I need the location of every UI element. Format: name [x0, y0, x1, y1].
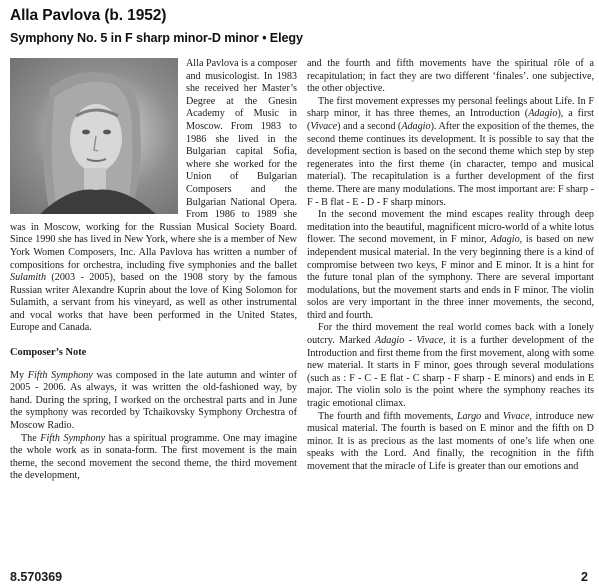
- third-movement-paragraph: For the third movement the real world comes back with a lonely outcry. Marked Adagio - Vivace, it is a further development of the Introduction and first theme from the first movement, along with some new material. It starts in F minor, goes through several modulations (such as : F - C - E flat - C sharp - F sharp - E minors) and ends in E major. The violin solo is the point where the symphony reaches its tragic emotional climax.: [307, 322, 594, 410]
- composer-heading: Alla Pavlova (b. 1952): [10, 7, 167, 24]
- first-movement-paragraph: The first movement expresses my personal feelings about Life. In F sharp minor, it has three themes, an Introduction (Adagio), a first (Vivace) and a second (Adagio). After the exposition of the themes, the second theme continues its development. It is possible to say that the development section is based on the second theme which step by step regenerates into the first theme (in character, tempo and musical material). The recapitulation is a further development of the first theme. There are many modulations. The most important are: F sharp - F - B flat - E - D - F sharp minors.: [307, 95, 594, 208]
- bio-paragraph: Alla Pavlova is a composer and musicologist. In 1983 she received her Master’s Degree at the Gnesin Academy of Music in Moscow. From 1983 to 1986 she lived in the Bulgarian capital Sofia, where she worked for the Union of Bulgarian Composers and the Bulgarian National Opera. From 1986 to 1989 she was in Moscow, working for the Russian Musical Society Board. Since 1990 she has lived in New York, where she is a member of New York Women Composers, Inc. Alla Pavlova has written a number of compositions for orchestra, including five symphonies and the ballet Sulamith (2003 - 2005), based on the 1908 story by the famous Russian writer Alexandre Kuprin about the love of King Solomon for Sulamith, a servant from his vineyard, as well as other instrumental and vocal works that have been performed in the United States, Europe and Canada.: [10, 58, 297, 334]
- composer-portrait-photo: [10, 58, 178, 214]
- work-title: Symphony No. 5 in F sharp minor-D minor • Elegy: [10, 31, 303, 45]
- right-column: [307, 58, 594, 474]
- fourth-fifth-movement-paragraph: The fourth and fifth movements, Largo and Vivace, introduce new musical material. The fourth is based on E minor and the fifth on D minor. It is as precious as the last moments of one’s life when one speaks with the Lord. And finally, the recognition in the fifth movement that the miracle of Life is greater than our emotions and: [307, 410, 594, 472]
- page-number: 2: [581, 570, 588, 584]
- continuation-paragraph: and the fourth and fifth movements have the spiritual rôle of a recapitulation; in fact they are two different ‘finales’. one subjective, the other objective.: [307, 58, 594, 95]
- note-paragraph-2: The Fifth Symphony has a spiritual programme. One may imagine the whole work as in sonata-form. The first movement is the main theme, the second movement the second theme, the third movement the development,: [10, 432, 297, 482]
- note-paragraph-1: My Fifth Symphony was composed in the late autumn and winter of 2005 - 2006. As always, it was written the old-fashioned way, by hand. During the spring, I worked on the orchestral parts and in June the symphony was recorded by Tchaikovsky Symphony Orchestra of Moscow Radio.: [10, 369, 297, 432]
- second-movement-paragraph: In the second movement the mind escapes reality through deep meditation into the beautiful, magnificent micro-world of a white lotus flower. The second movement, in F minor, Adagio, is based on new independent musical material. In the very beginning there is a kind of compromise between two keys, F minor and E minor. It is a hint for the future tonal plan of the symphony. There are several important modulations, but the movement starts and ends in F minor. The violin solos are very important in the three inner movements, the second, third and fourth.: [307, 209, 594, 321]
- left-column: [10, 58, 297, 483]
- catalog-number: 8.570369: [10, 570, 63, 584]
- composers-note-heading: Composer’s Note: [10, 347, 87, 359]
